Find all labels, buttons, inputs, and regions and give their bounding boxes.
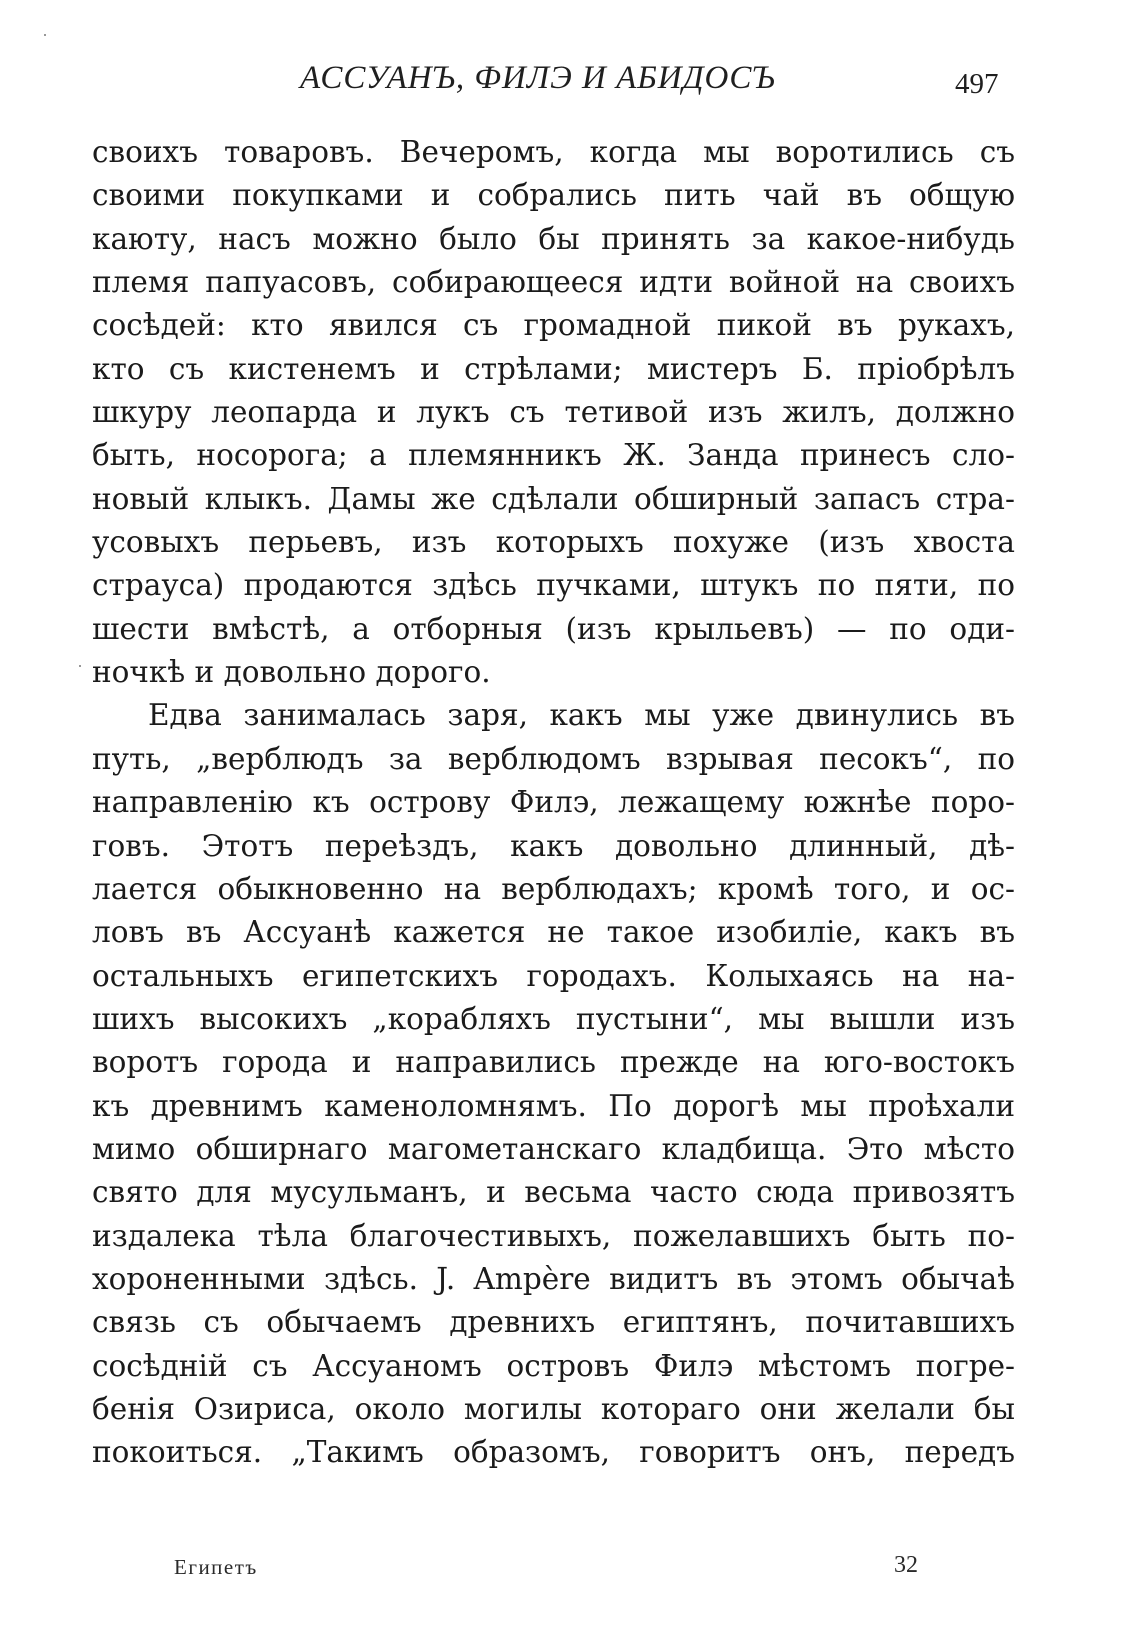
text-line: каюту, насъ можно было бы принять за какое-нибудь <box>92 221 1015 256</box>
text-line: шихъ высокихъ „корабляхъ пустыни“, мы вышли изъ <box>92 1001 1015 1036</box>
text-line: къ древнимъ каменоломнямъ. По дорогѣ мы проѣхали <box>92 1088 1015 1123</box>
text-line: быть, носорога; а племянникъ Ж. Занда принесъ сло- <box>92 438 1015 473</box>
print-speck <box>79 665 81 667</box>
signature-mark: Египетъ <box>174 1555 258 1579</box>
paragraph-start-line: Едва занималась заря, какъ мы уже двинулись въ <box>148 698 1015 733</box>
page-number: 497 <box>955 68 999 100</box>
text-line: бенія Озириса, около могилы котораго они желали бы <box>92 1391 1015 1426</box>
text-line: ловъ въ Ассуанѣ кажется не такое изобиліе, какъ въ <box>92 915 1015 950</box>
text-line: путь, „верблюдъ за верблюдомъ взрывая песокъ“, по <box>92 741 1015 776</box>
sheet-number: 32 <box>894 1552 918 1578</box>
running-title: АССУАНЪ, ФИЛЭ И АБИДОСЪ <box>300 60 776 96</box>
text-line: новый клыкъ. Дамы же сдѣлали обширный запасъ стра- <box>92 481 1015 516</box>
text-line: страуса) продаются здѣсь пучками, штукъ по пяти, по <box>92 568 1015 603</box>
text-line: сосѣдей: кто явился съ громадной пикой въ рукахъ, <box>92 308 1015 343</box>
text-line: шести вмѣстѣ, а отборныя (изъ крыльевъ) — по оди- <box>92 611 1015 646</box>
text-line: лается обыкновенно на верблюдахъ; кромѣ того, и ос- <box>92 871 1015 906</box>
text-line: усовыхъ перьевъ, изъ которыхъ похуже (изъ хвоста <box>92 525 1015 560</box>
print-speck <box>44 34 46 36</box>
text-line: остальныхъ египетскихъ городахъ. Колыхаясь на на- <box>92 958 1015 993</box>
text-line: говъ. Этотъ переѣздъ, какъ довольно длинный, дѣ- <box>92 828 1015 863</box>
body-text <box>92 131 1015 1475</box>
text-line: покоиться. „Такимъ образомъ, говоритъ онъ, передъ <box>92 1435 1015 1470</box>
paragraph-end-line: ночкѣ и довольно дорого. <box>92 655 491 690</box>
text-line: мимо обширнаго магометанскаго кладбища. Это мѣсто <box>92 1131 1015 1166</box>
text-line: связь съ обычаемъ древнихъ египтянъ, почитавшихъ <box>92 1305 1015 1340</box>
text-line: направленію къ острову Филэ, лежащему южнѣе поро- <box>92 785 1015 820</box>
text-line: племя папуасовъ, собирающееся идти войной на своихъ <box>92 265 1015 300</box>
text-line: свято для мусульманъ, и весьма часто сюда привозятъ <box>92 1175 1015 1210</box>
text-line: издалека тѣла благочестивыхъ, пожелавшихъ быть по- <box>92 1218 1015 1253</box>
text-line: сосѣдній съ Ассуаномъ островъ Филэ мѣстомъ погре- <box>92 1348 1015 1383</box>
text-line: кто съ кистенемъ и стрѣлами; мистеръ Б. пріобрѣлъ <box>92 351 1015 386</box>
text-line: шкуру леопарда и лукъ съ тетивой изъ жилъ, должно <box>92 395 1015 430</box>
text-line: хороненными здѣсь. J. Ampère видитъ въ этомъ обычаѣ <box>92 1261 1015 1296</box>
text-line: своими покупками и собрались пить чай въ общую <box>92 178 1015 213</box>
text-line: своихъ товаровъ. Вечеромъ, когда мы воротились съ <box>92 135 1015 169</box>
text-line: воротъ города и направились прежде на юго-востокъ <box>92 1045 1015 1080</box>
